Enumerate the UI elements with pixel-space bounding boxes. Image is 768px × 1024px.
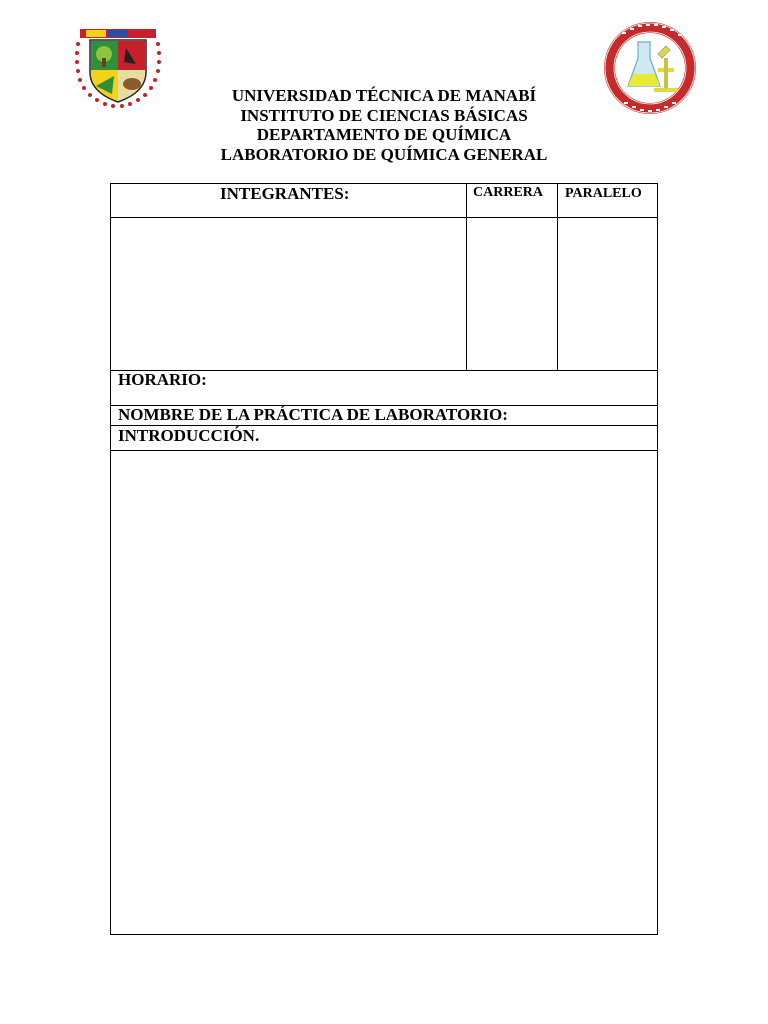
- university-name: UNIVERSIDAD TÉCNICA DE MANABÍ: [231, 86, 537, 105]
- integrantes-label: INTEGRANTES:: [220, 184, 350, 203]
- department-name: DEPARTAMENTO DE QUÍMICA: [256, 125, 512, 144]
- horario-label: HORARIO:: [118, 370, 207, 389]
- paralelo-field[interactable]: [559, 219, 656, 369]
- paralelo-label: PARALELO: [565, 186, 642, 201]
- integrantes-field[interactable]: [112, 219, 465, 369]
- carrera-field[interactable]: [468, 219, 556, 369]
- introduccion-body[interactable]: [110, 450, 658, 935]
- carrera-label: CARRERA: [473, 185, 543, 200]
- paralelo-column-divider: [557, 183, 558, 371]
- integrantes-header-divider: [110, 217, 658, 218]
- laboratory-name: LABORATORIO DE QUÍMICA GENERAL: [220, 144, 548, 164]
- document-header: [0, 86, 768, 164]
- carrera-column-divider: [466, 183, 467, 371]
- introduccion-label: INTRODUCCIÓN.: [118, 426, 260, 445]
- nombre-practica-label: NOMBRE DE LA PRÁCTICA DE LABORATORIO:: [118, 405, 508, 424]
- institute-name: INSTITUTO DE CIENCIAS BÁSICAS: [240, 105, 528, 125]
